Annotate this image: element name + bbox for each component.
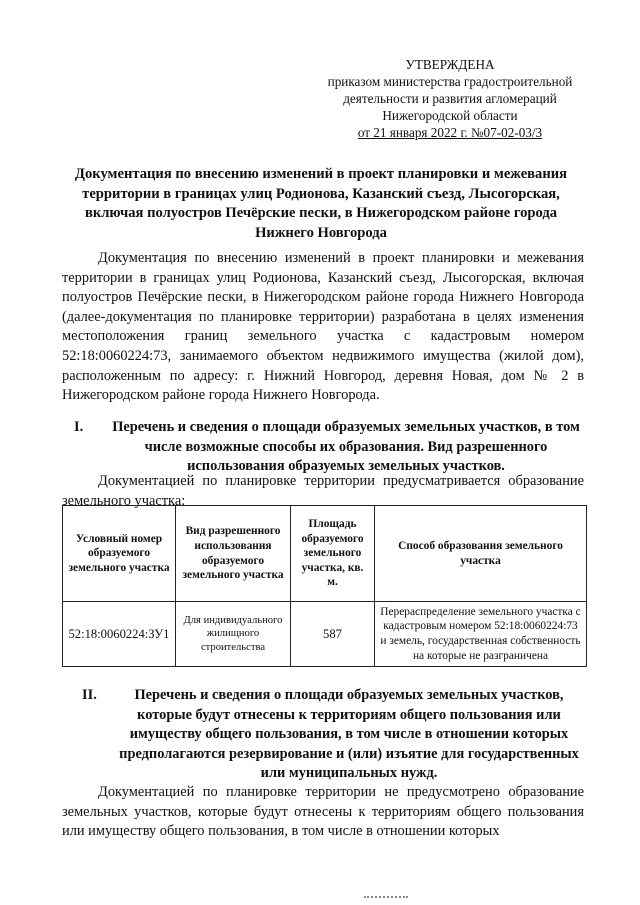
cell-permitted-use: Для индивидуального жилищного строительства [176,602,291,667]
section-2-paragraph: Документацией по планировке территории не предусмотрено образование земельных участков, которые будут отнесены к территориям общего пользования или имуществу общего пользования, в том числе в отношении которых [62,784,584,840]
table-header-row [63,506,587,602]
section-1-paragraph: Документацией по планировке территории предусматривается образование земельного участка: [62,473,584,509]
column-header-method: Способ образования земельного участка [375,506,587,602]
approval-line: Нижегородской области [382,108,518,123]
approval-stamp [300,56,600,141]
section-2-heading [62,686,584,784]
section-1-heading-text: Перечень и сведения о площади образуемых земельных участков, в том числе возможные способы их образования. Вид разрешенного использования образуемых земельных участков. [112,419,580,474]
section-1-number: I. [74,419,84,435]
intro-paragraph: Документация по внесению изменений в проект планировки и межевания территории в границах улиц Родионова, Казанский съезд, Лысогорская, включая полуостров Печёрские пески, в Нижегородском районе города Нижнего Новгорода (далее-документация по планировке территории) разработана в целях изменения местоположения границ земельного участка с кадастровым номером 52:18:0060224:73, занимаемого объектом недвижимого имущества (жилой дом), расположенным по адресу: г. Нижний Новгород, деревня Новая, дом № 2 в Нижегородском районе города Нижнего Новгорода. [62,250,584,404]
column-header-use: Вид разрешенного использования образуемого земельного участка [176,506,291,602]
table-row [63,602,587,667]
section-2-heading-text: Перечень и сведения о площади образуемых земельных участков, которые будут отнесены к территориям общего пользования или имуществу общего пользования, в том числе в отношении которых предполагаются резервирование и (или) изъятие для государственных или муниципальных нужд. [119,687,579,781]
document-title: Документация по внесению изменений в проект планировки и межевания территории в границах улиц Родионова, Казанский съезд, Лысогорская, включая полуостров Печёрские пески, в Нижегородском районе города Нижнего Новгорода [74,166,568,241]
land-plot-table [62,505,587,667]
approval-order-date: от 21 января 2022 г. №07-02-03/3 [357,125,543,140]
scan-artifact [364,896,408,900]
cell-area: 587 [291,602,375,667]
approval-title: УТВЕРЖДЕНА [405,57,495,72]
approval-line: деятельности и развития агломераций [343,91,557,106]
column-header-area: Площадь образуемого земельного участка, кв. м. [291,506,375,602]
cell-plot-number: 52:18:0060224:ЗУ1 [63,602,176,667]
cell-formation-method: Перераспределение земельного участка с кадастровым номером 52:18:0060224:73 и земель, государственная собственность на которые не разграничена [375,602,587,667]
approval-line: приказом министерства градостроительной [327,74,573,89]
section-2-number: II. [82,687,97,703]
column-header-number: Условный номер образуемого земельного участка [63,506,176,602]
section-1-heading [62,418,584,477]
